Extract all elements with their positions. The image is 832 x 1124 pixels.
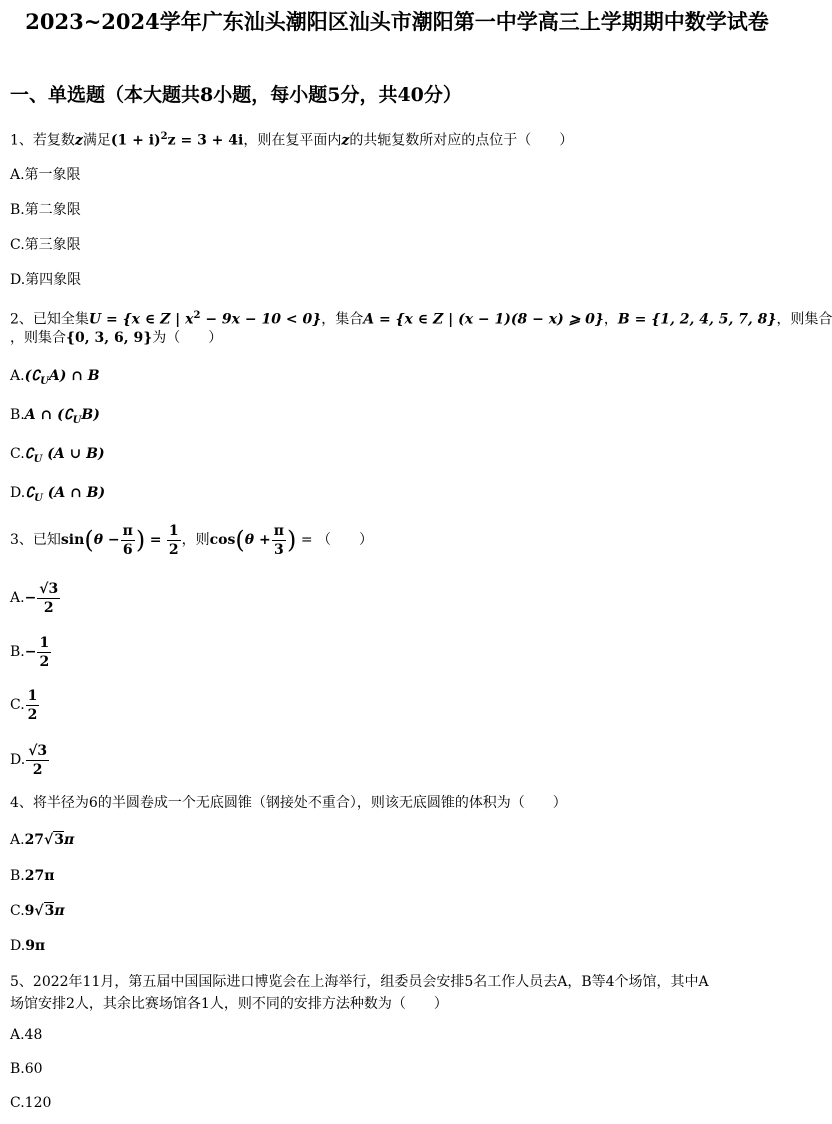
q4-option-a: [10, 829, 790, 851]
q3-option-d: [10, 740, 790, 780]
option-label: B.: [10, 644, 25, 660]
q3-text: 3、已知: [10, 532, 61, 548]
fraction-denominator: 2: [32, 761, 43, 778]
option-label: A.: [10, 832, 25, 848]
q1-option-b: B.第二象限: [10, 202, 81, 218]
fraction-numerator: √3: [28, 742, 48, 759]
option-math: B): [81, 407, 100, 423]
q1-math: z = 3 + 4i: [167, 132, 244, 149]
q2-math: A = {x ∈ Z | (x − 1)(8 − x) ⩾ 0}: [363, 311, 604, 328]
option-label: D.: [10, 485, 26, 501]
q2-math: {0, 3, 6, 9}: [66, 330, 153, 346]
option-label: C.: [10, 697, 25, 713]
q1-exponent: 2: [160, 131, 168, 142]
q3-cos: cos: [209, 532, 236, 548]
option-label: A.: [10, 368, 25, 384]
fraction-numerator: 1: [27, 687, 38, 704]
q3-paren-open: (: [84, 526, 94, 554]
q2-math: − 9x − 10 < 0}: [200, 311, 322, 328]
q3-option-a: [10, 578, 790, 618]
option-math: (A ∩ B): [42, 485, 106, 501]
option-label: B.: [10, 868, 25, 884]
option-label: D.: [10, 752, 26, 768]
q4-option-c: [10, 900, 790, 922]
q5-option-a: A.48: [10, 1027, 43, 1043]
q3-option-c: [10, 685, 790, 725]
q1-option-c: C.第三象限: [10, 237, 81, 253]
question-4-stem: 4、将半径为6的半圆卷成一个无底圆锥（钢接处不重合），则该无底圆锥的体积为（ ）: [10, 795, 567, 811]
q3-paren-close: ): [286, 526, 297, 554]
section-heading: 一、单选题（本大题共8小题，每小题5分，共40分）: [10, 84, 462, 106]
option-math: π: [64, 832, 75, 848]
option-label: A.: [10, 590, 25, 606]
q1-text: 的共轭复数所对应的点位于（ ）: [349, 132, 574, 149]
question-1-stem: [10, 126, 790, 152]
fraction-denominator: 2: [39, 653, 50, 670]
q2-text: ，则集合: [10, 330, 66, 346]
option-subscript: U: [40, 375, 49, 387]
fraction-numerator: 1: [168, 522, 179, 539]
option-fraction: [26, 687, 40, 724]
fraction-denominator: 2: [27, 706, 38, 723]
option-label: C.: [10, 903, 25, 919]
q3-fraction-pi-6: [121, 522, 135, 559]
q3-fraction-pi-3: [272, 522, 286, 559]
exam-title: 2023~2024学年广东汕头潮阳区汕头市潮阳第一中学高三上学期期中数学试卷: [25, 9, 769, 34]
option-math: 9π: [25, 938, 46, 954]
option-sign: −: [24, 590, 37, 606]
option-subscript: U: [33, 453, 43, 465]
question-3-stem: [10, 520, 790, 560]
fraction-denominator: 3: [273, 541, 284, 558]
q3-sin: sin: [60, 532, 85, 548]
q4-option-b: [10, 865, 790, 887]
option-math: ∁: [24, 446, 34, 462]
fraction-numerator: π: [273, 522, 284, 539]
q3-paren-close: ): [135, 526, 146, 554]
q2-math: U = {x ∈ Z | x: [88, 311, 194, 328]
q2-exponent: 2: [193, 310, 201, 321]
q5-option-b: B.60: [10, 1061, 43, 1077]
q3-text: ，则: [181, 532, 210, 548]
q1-option-d: D.第四象限: [10, 272, 82, 288]
question-5-stem-line2: 场馆安排2人，其余比赛场馆各1人，则不同的安排方法种数为（ ）: [10, 996, 448, 1012]
q3-text: = （ ）: [300, 532, 373, 548]
fraction-denominator: 6: [122, 541, 133, 558]
q3-paren-open: (: [235, 526, 245, 554]
sqrt-radicand: 3: [54, 832, 64, 848]
q5-option-c: C.120: [10, 1095, 52, 1111]
option-subscript: U: [72, 414, 82, 426]
option-math: ∁: [25, 485, 35, 501]
q1-option-a: A.第一象限: [10, 167, 81, 183]
option-sign: −: [24, 644, 37, 660]
option-math: 27π: [24, 868, 55, 884]
q2-text: ，则集合: [776, 311, 832, 328]
option-math: A) ∩ B: [48, 368, 100, 384]
option-label: B.: [10, 407, 25, 423]
q2-text: ，集合: [321, 311, 364, 328]
q2-math: B = {1, 2, 4, 5, 7, 8}: [617, 311, 777, 328]
fraction-numerator: 1: [39, 634, 50, 651]
q2-text: 2、已知全集: [10, 311, 89, 328]
q2-option-d: [10, 482, 790, 510]
q3-fraction-half: [167, 522, 181, 559]
option-math: 27: [24, 832, 45, 848]
option-label: D.: [10, 938, 26, 954]
sqrt-sign: √: [34, 903, 44, 919]
option-fraction: [26, 742, 49, 779]
q2-option-c: [10, 443, 790, 471]
q2-option-b: [10, 404, 790, 432]
fraction-numerator: √3: [39, 580, 59, 597]
q3-equals: =: [149, 532, 162, 548]
fraction-numerator: π: [122, 522, 133, 539]
q1-math: (1 + i): [110, 132, 161, 149]
q1-text: 1、若复数: [10, 132, 75, 149]
sqrt-radicand: 3: [44, 903, 55, 919]
q4-option-d: [10, 935, 790, 957]
option-math: A ∩ (∁: [24, 407, 73, 423]
option-subscript: U: [34, 492, 43, 504]
q2-option-a: [10, 365, 790, 393]
option-math: (A ∪ B): [42, 446, 105, 462]
q1-text: 满足: [82, 132, 111, 149]
option-fraction: [37, 634, 51, 671]
q1-var-z: z: [341, 132, 350, 149]
option-math: (∁: [24, 368, 41, 384]
option-fraction: [37, 580, 60, 617]
option-label: C.: [10, 446, 25, 462]
sqrt-sign: √: [44, 832, 54, 848]
q1-var-z: z: [74, 132, 83, 149]
fraction-denominator: 2: [43, 599, 54, 616]
option-math: π: [54, 903, 65, 919]
q3-option-b: [10, 632, 790, 672]
q2-text: ，: [603, 311, 618, 328]
question-5-stem-line1: 5、2022年11月，第五届中国国际进口博览会在上海举行，组委员会安排5名工作人员去A，B等4个场馆，其中A: [10, 974, 709, 990]
question-2-stem-line2: [10, 327, 790, 349]
q3-math: θ −: [93, 532, 120, 548]
q2-text: 为（ ）: [152, 330, 223, 346]
q1-text: ，则在复平面内: [243, 132, 342, 149]
fraction-denominator: 2: [168, 541, 179, 558]
q3-math: θ +: [244, 532, 271, 548]
option-math: 9: [24, 903, 35, 919]
